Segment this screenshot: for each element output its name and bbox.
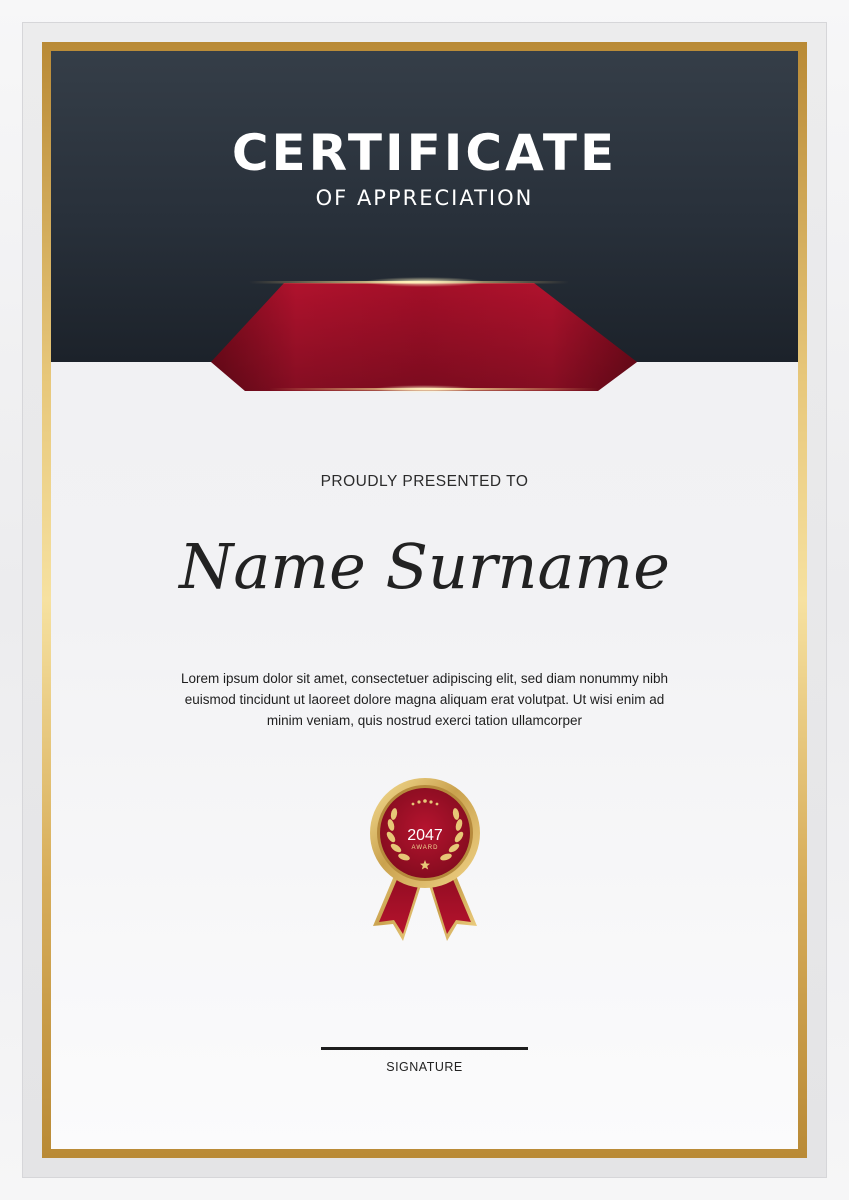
certificate-body <box>51 51 798 1149</box>
badge-year: 2047 <box>407 827 443 844</box>
signature-label: SIGNATURE <box>386 1060 463 1074</box>
medal-icon <box>367 777 483 945</box>
recipient-name: Name Surname <box>179 530 670 603</box>
certificate-title: CERTIFICATE <box>231 124 618 182</box>
certificate-description: Lorem ipsum dolor sit amet, consectetuer adipiscing elit, sed diam nonummy nibh euismod tincidunt ut laoreet dolore magna aliquam erat volutpat. Ut wisi enim ad minim veniam, quis nostrud exerci tation ullamcorper <box>181 671 668 728</box>
header-ribbon <box>209 273 639 393</box>
certificate-subtitle: OF APPRECIATION <box>315 186 534 210</box>
badge-label: AWARD <box>411 845 439 851</box>
signature-line <box>321 1047 528 1050</box>
presented-to-label: PROUDLY PRESENTED TO <box>320 473 529 490</box>
